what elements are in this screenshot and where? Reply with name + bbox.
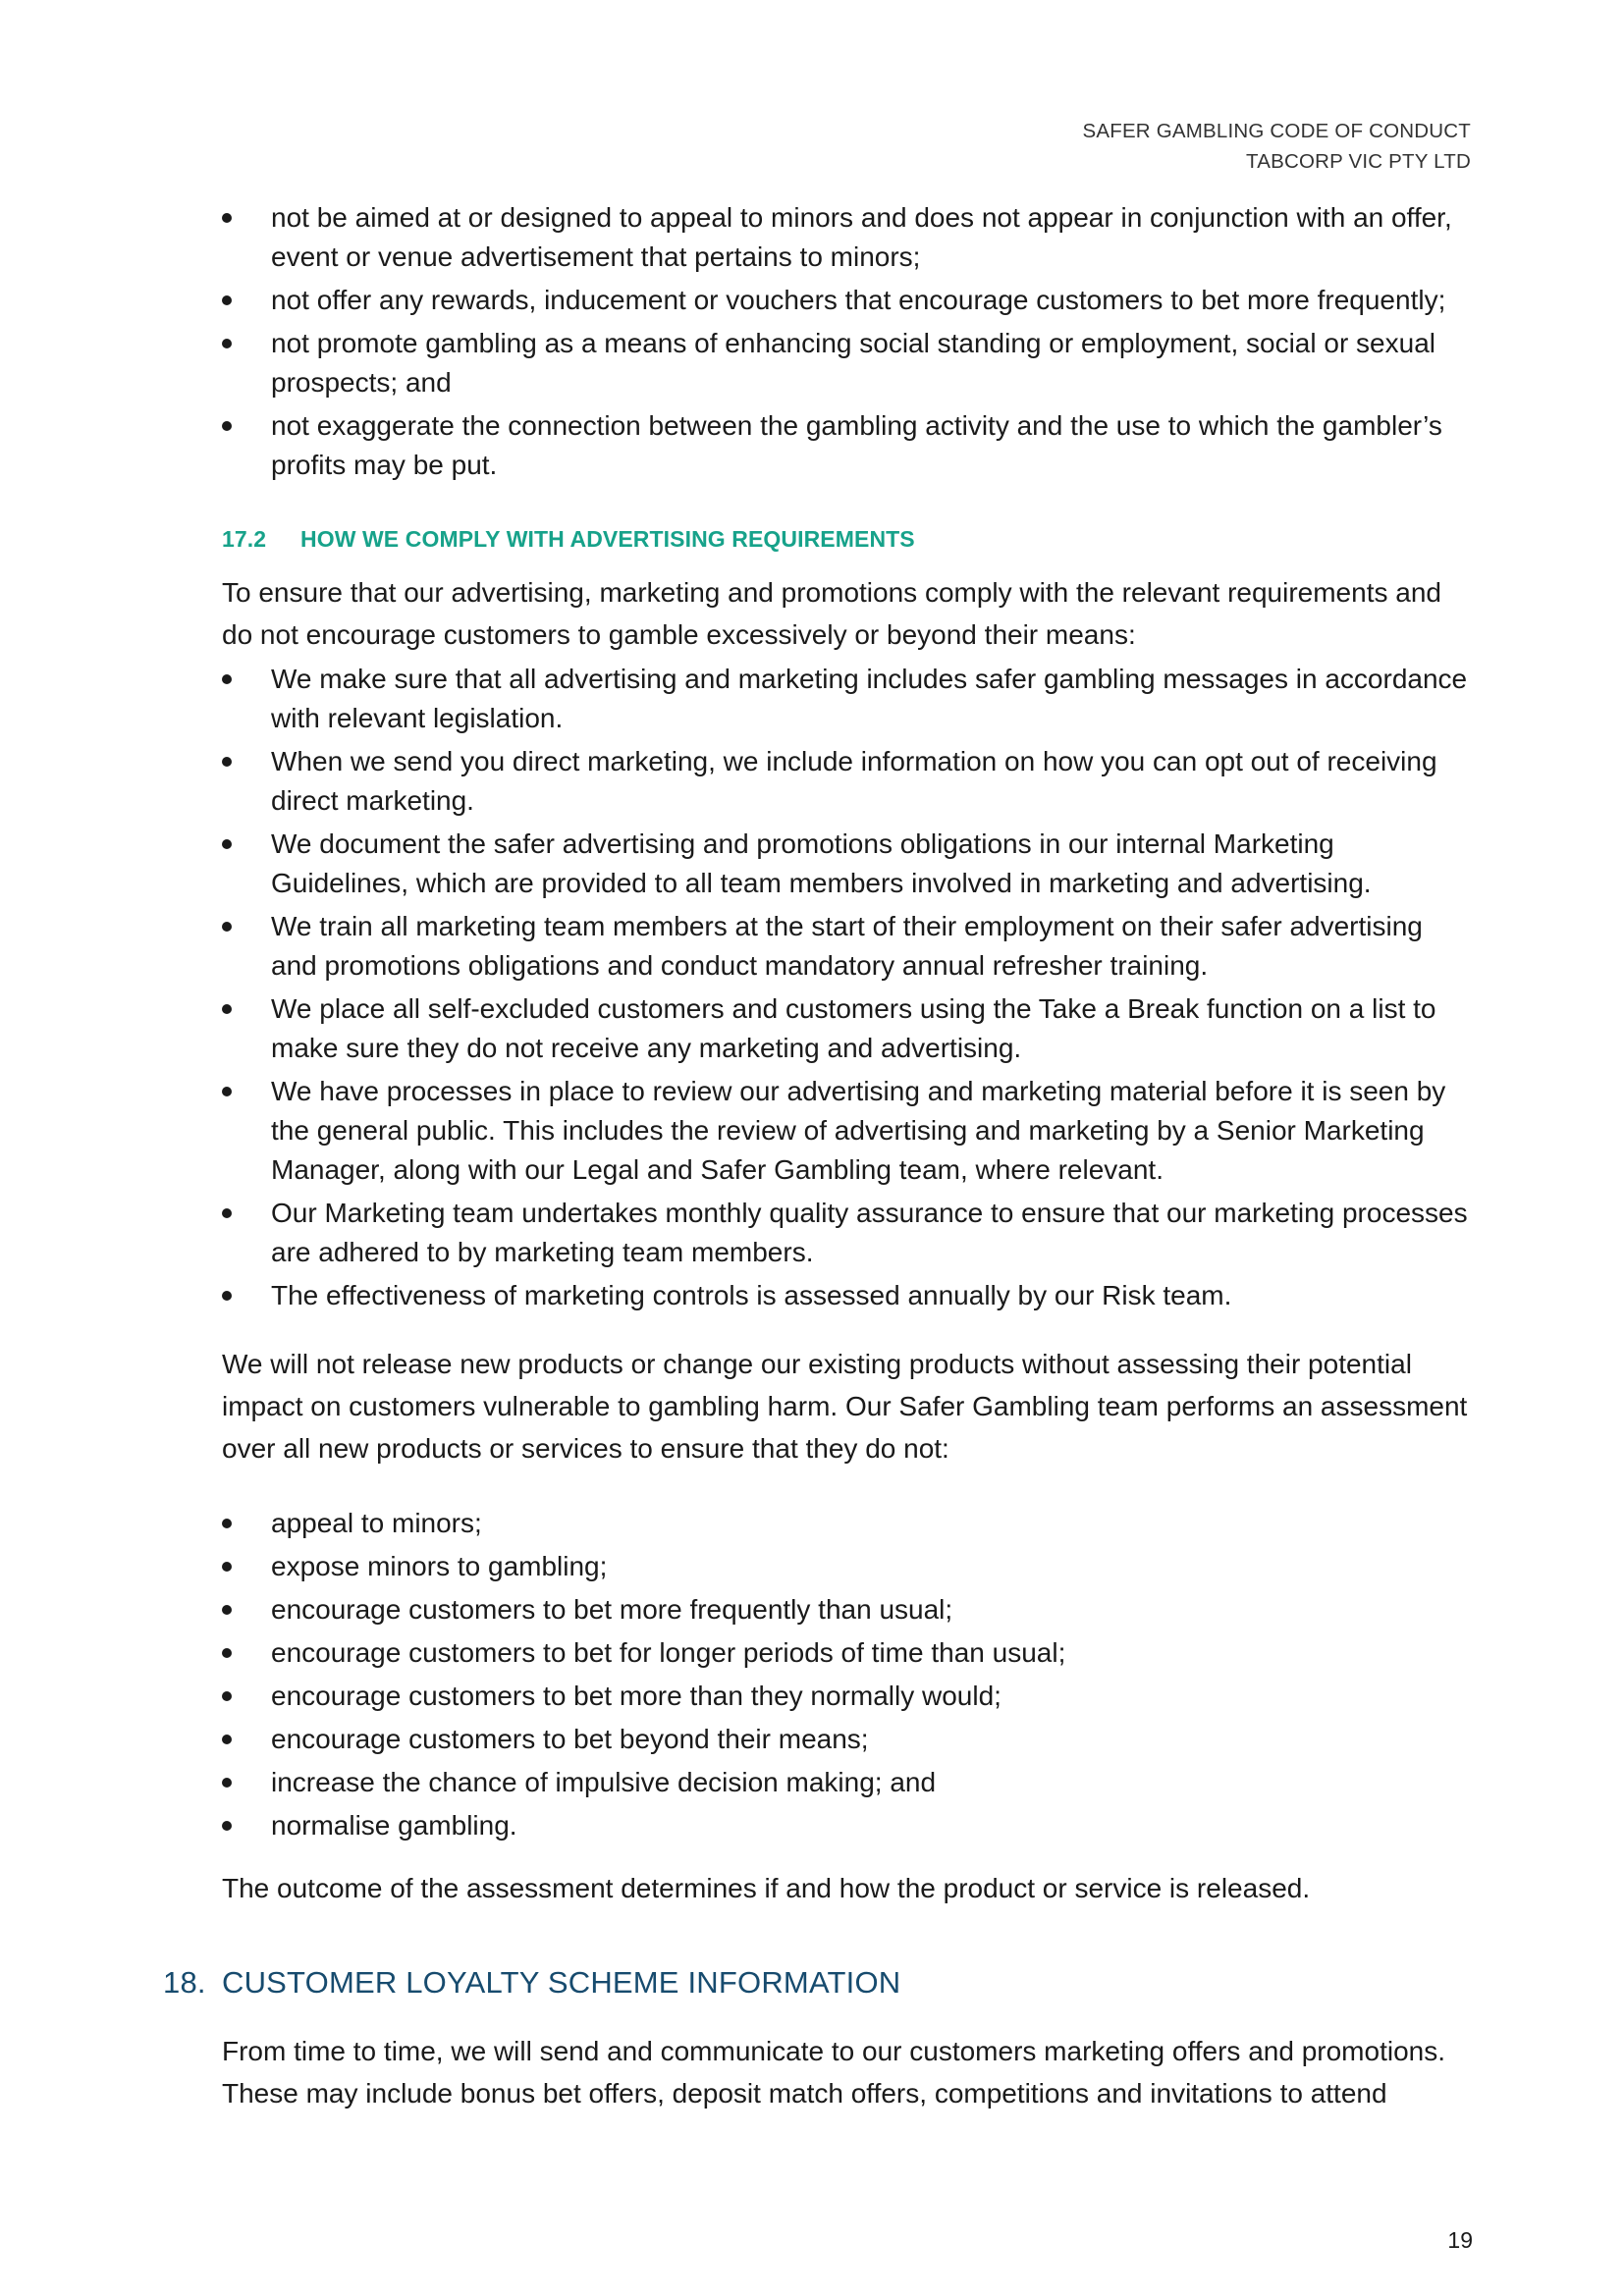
list-item: encourage customers to bet beyond their means; xyxy=(222,1720,1471,1759)
header-company: TABCORP VIC PTY LTD xyxy=(1246,150,1471,173)
section-heading xyxy=(163,1965,900,2001)
list-item: When we send you direct marketing, we include information on how you can opt out of receiving direct marketing. xyxy=(222,742,1471,821)
list-item: normalise gambling. xyxy=(222,1806,1471,1845)
list-item: We place all self-excluded customers and customers using the Take a Break function on a list to make sure they do not receive any marketing and advertising. xyxy=(222,989,1471,1068)
compliance-bullet-list xyxy=(222,660,1471,1315)
list-item: not promote gambling as a means of enhancing social standing or employment, social or sexual prospects; and xyxy=(222,324,1471,402)
list-item: We make sure that all advertising and marketing includes safer gambling messages in accordance with relevant legislation. xyxy=(222,660,1471,738)
outcome-section xyxy=(222,1869,1471,1908)
list-item: We have processes in place to review our advertising and marketing material before it is seen by the general public. This includes the review of advertising and marketing by a Senior Marketing Manager, along with our Legal and Safer Gambling team, where relevant. xyxy=(222,1072,1471,1190)
list-item: expose minors to gambling; xyxy=(222,1547,1471,1586)
product-criteria-section xyxy=(222,1504,1471,1849)
list-item: increase the chance of impulsive decision making; and xyxy=(222,1763,1471,1802)
list-item: appeal to minors; xyxy=(222,1504,1471,1543)
list-item: We document the safer advertising and promotions obligations in our internal Marketing Guidelines, which are provided to all team members involved in marketing and advertising. xyxy=(222,825,1471,903)
subsection-heading xyxy=(222,526,915,553)
top-bullet-section xyxy=(222,198,1471,489)
subsection-number: 17.2 xyxy=(222,526,267,552)
list-item: not be aimed at or designed to appeal to minors and does not appear in conjunction with an offer, event or venue advertisement that pertains to minors; xyxy=(222,198,1471,277)
list-item: We train all marketing team members at the start of their employment on their safer advertising and promotions obligations and conduct mandatory annual refresher training. xyxy=(222,907,1471,986)
list-item: Our Marketing team undertakes monthly quality assurance to ensure that our marketing processes are adhered to by marketing team members. xyxy=(222,1194,1471,1272)
list-item: encourage customers to bet more than they normally would; xyxy=(222,1677,1471,1716)
list-item: not exaggerate the connection between the gambling activity and the use to which the gambler’s profits may be put. xyxy=(222,406,1471,485)
section-title: CUSTOMER LOYALTY SCHEME INFORMATION xyxy=(222,1965,901,2000)
subsection-title: HOW WE COMPLY WITH ADVERTISING REQUIREMENTS xyxy=(300,526,915,552)
list-item: not offer any rewards, inducement or vouchers that encourage customers to bet more frequently; xyxy=(222,281,1471,320)
list-item: encourage customers to bet more frequently than usual; xyxy=(222,1590,1471,1629)
section-18-body xyxy=(222,2030,1471,2114)
section-17-2-body xyxy=(222,571,1471,1319)
list-item: encourage customers to bet for longer periods of time than usual; xyxy=(222,1633,1471,1673)
intro-paragraph: To ensure that our advertising, marketing and promotions comply with the relevant requirements and do not encourage customers to gamble excessively or beyond their means: xyxy=(222,577,1441,650)
list-item: The effectiveness of marketing controls is assessed annually by our Risk team. xyxy=(222,1276,1471,1315)
products-paragraph: We will not release new products or change our existing products without assessing their potential impact on customers vulnerable to gambling harm. Our Safer Gambling team performs an assessment over all new products or services to ensure that they do not: xyxy=(222,1349,1468,1464)
products-section xyxy=(222,1343,1471,1469)
product-criteria-list xyxy=(222,1504,1471,1845)
outcome-paragraph: The outcome of the assessment determines if and how the product or service is released. xyxy=(222,1873,1311,1903)
top-bullet-list xyxy=(222,198,1471,485)
section-number: 18. xyxy=(163,1965,206,2000)
loyalty-paragraph: From time to time, we will send and communicate to our customers marketing offers and promotions. These may include bonus bet offers, deposit match offers, competitions and invitations to attend xyxy=(222,2036,1445,2109)
header-title: SAFER GAMBLING CODE OF CONDUCT xyxy=(1082,120,1471,142)
page-number: 19 xyxy=(1447,2227,1473,2253)
page-header xyxy=(1082,116,1471,177)
